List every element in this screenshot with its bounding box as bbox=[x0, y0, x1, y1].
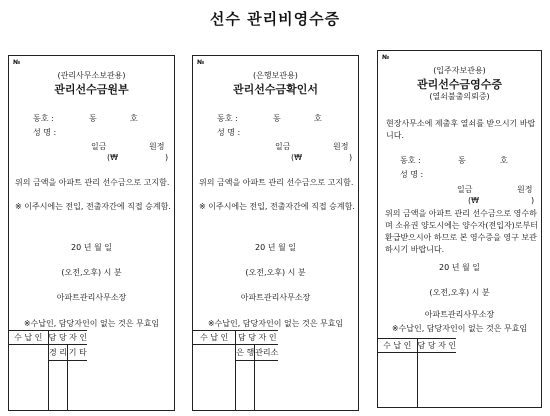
won-close: ) bbox=[531, 196, 535, 205]
receiver-stamp-cell bbox=[378, 353, 417, 409]
dong-ho-label: 동호 : bbox=[217, 114, 238, 123]
staff-stamp-cell bbox=[417, 353, 456, 409]
accounting-stamp-cell bbox=[48, 361, 68, 411]
form-heading: 관리선수금확인서 bbox=[232, 83, 318, 96]
invalid-note: ※수납인, 담당자인이 없는 것은 무효임 bbox=[391, 324, 528, 333]
won-close: ) bbox=[349, 153, 353, 162]
bank-header: 은 행 bbox=[236, 345, 255, 361]
dong-unit: 동 bbox=[89, 114, 97, 123]
amount-suffix: 원정 bbox=[333, 142, 349, 151]
amount-label: 일금 bbox=[91, 142, 107, 151]
dong-ho-label: 동호 : bbox=[400, 156, 421, 165]
staff-header: 담 당 자 인 bbox=[236, 331, 279, 345]
name-label: 성 명 : bbox=[33, 128, 57, 137]
won-open: (₩ bbox=[291, 153, 303, 162]
receipt-text: 위의 금액을 아파트 관리 선수금으로 영수하며 소유권 양도시에는 양수자(전입자)로부터 환급받으시아 하므로 본 영수증을 영구 보관하시기 바랍니다. bbox=[385, 209, 538, 254]
receiver-stamp-cell bbox=[193, 345, 236, 411]
form-management-ledger bbox=[8, 55, 175, 411]
name-label: 성 명 : bbox=[400, 170, 424, 179]
time-line: (오전,오후) 시 분 bbox=[245, 268, 306, 277]
form-subtitle: (관리사무소보관용) bbox=[57, 71, 126, 80]
amount-label: 일금 bbox=[275, 142, 291, 151]
time-line: (오전,오후) 시 분 bbox=[61, 268, 122, 277]
date-line: 20 년 월 일 bbox=[255, 243, 296, 252]
ho-unit: 호 bbox=[500, 156, 508, 165]
dong-ho-label: 동호 : bbox=[33, 114, 54, 123]
won-close: ) bbox=[165, 153, 169, 162]
time-line: (오전,오후) 시 분 bbox=[429, 288, 490, 297]
office-header: 관리소 bbox=[255, 345, 279, 361]
invalid-note: ※수납인, 담당자인이 없는 것은 무효임 bbox=[23, 319, 160, 328]
notice-text: 위의 금액을 아파트 관리 선수금으로 고지함. bbox=[199, 178, 354, 187]
invalid-note: ※수납인, 담당자인이 없는 것은 무효임 bbox=[207, 319, 344, 328]
won-open: (₩ bbox=[468, 196, 480, 205]
staff-header: 담 당 자 인 bbox=[417, 339, 456, 353]
amount-label: 일금 bbox=[457, 185, 473, 194]
ho-unit: 호 bbox=[314, 114, 322, 123]
receiver-header: 수 납 인 bbox=[193, 331, 236, 345]
bank-stamp-cell bbox=[236, 361, 255, 411]
document-title: 선수 관리비영수증 bbox=[209, 10, 341, 28]
date-line: 20 년 월 일 bbox=[71, 243, 112, 252]
amount-suffix: 원정 bbox=[149, 142, 165, 151]
amount-suffix: 원정 bbox=[517, 185, 533, 194]
form-resident-receipt bbox=[377, 50, 542, 408]
form-subtitle: (입주자보관용) bbox=[433, 66, 486, 75]
receiver-header: 수 납 인 bbox=[378, 339, 417, 353]
office-head: 아파트관리사무소장 bbox=[240, 293, 311, 302]
date-line: 20 년 월 일 bbox=[439, 263, 480, 272]
form-number: № bbox=[197, 59, 205, 66]
notice-text: 위의 금액을 아파트 관리 선수금으로 고지함. bbox=[15, 178, 170, 187]
receiver-stamp-cell bbox=[9, 345, 48, 411]
transfer-note: ※ 이주시에는 전입, 전출자간에 직접 승계함. bbox=[15, 202, 171, 211]
office-stamp-cell bbox=[255, 361, 279, 411]
dong-unit: 동 bbox=[273, 114, 281, 123]
form-heading: 관리선수금영수증 bbox=[416, 78, 502, 91]
form-subtitle: (은행보관용) bbox=[253, 71, 298, 80]
form-subtitle-2: (열쇠불출의뢰증) bbox=[429, 92, 490, 101]
intro-text: 현장사무소에 제출후 열쇠를 받으시기 바랍니다. bbox=[386, 119, 536, 140]
other-header: 기 타 bbox=[68, 345, 87, 361]
stamp-table bbox=[193, 330, 278, 411]
staff-header: 담 당 자 인 bbox=[48, 331, 87, 345]
name-label: 성 명 : bbox=[217, 128, 241, 137]
stamp-table bbox=[9, 330, 87, 411]
form-number: № bbox=[382, 54, 390, 61]
transfer-note: ※ 이주시에는 전입, 전출자간에 직접 승계함. bbox=[199, 202, 355, 211]
other-stamp-cell bbox=[68, 361, 87, 411]
form-heading: 관리선수금원부 bbox=[54, 83, 129, 96]
dong-unit: 동 bbox=[458, 156, 466, 165]
stamp-table bbox=[378, 338, 456, 408]
won-open: (₩ bbox=[107, 153, 119, 162]
office-head: 아파트관리사무소장 bbox=[424, 310, 495, 319]
office-head: 아파트관리사무소장 bbox=[56, 293, 127, 302]
accounting-header: 경 리 bbox=[48, 345, 68, 361]
form-number: № bbox=[13, 59, 21, 66]
ho-unit: 호 bbox=[130, 114, 138, 123]
receiver-header: 수 납 인 bbox=[9, 331, 48, 345]
form-bank-confirmation bbox=[192, 55, 359, 411]
